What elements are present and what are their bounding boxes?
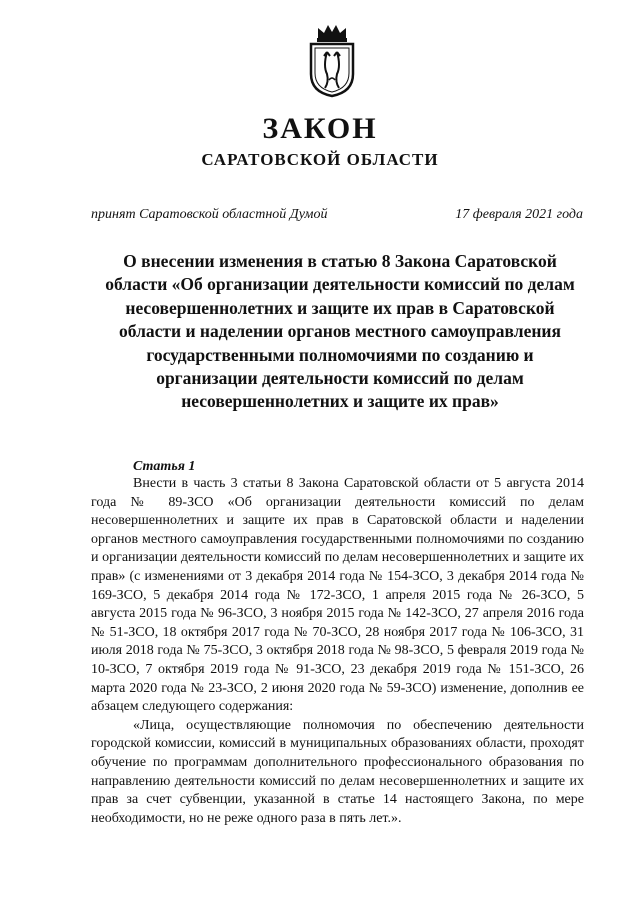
adopted-by-text: принят Саратовской областной Думой <box>91 207 328 222</box>
adopted-date-text: 17 февраля 2021 года <box>455 207 583 222</box>
saratov-coat-of-arms-icon <box>305 22 359 98</box>
article-paragraph: Внести в часть 3 статьи 8 Закона Саратовской области от 5 августа 2014 года № 89-ЗСО «Об организации деятельности комиссий по делам несовершеннолетних и защите их прав в Саратовской области и наделении органов местного самоуправления государственными полномочиями по созданию и организации деятельности комиссий по делам несовершеннолетних и защите их прав» (с изменениями от 3 декабря 2014 года № 154-ЗСО, 3 декабря 2014 года № 169-ЗСО, 5 декабря 2014 года № 172-ЗСО, 1 апреля 2015 года № 26-ЗСО, 5 августа 2015 года № 96-ЗСО, 3 ноября 2015 года № 142-ЗСО, 27 апреля 2016 года № 51-ЗСО, 18 октября 2017 года № 70-ЗСО, 28 ноября 2017 года № 106-ЗСО, 31 июля 2018 года № 75-ЗСО, 3 октября 2018 года № 98-ЗСО, 5 февраля 2019 года № 10-ЗСО, 7 октября 2019 года № 91-ЗСО, 23 декабря 2019 года № 151-ЗСО, 26 марта 2020 года № 23-ЗСО, 2 июня 2020 года № 59-ЗСО) изменение, дополнив ее абзацем следующего содержания: <box>91 476 584 715</box>
law-title: О внесении изменения в статью 8 Закона Саратовской области «Об организации деятельности комиссий по делам несовершеннолетних и защите их прав в Саратовской области и наделении органов местного самоуправления государственными полномочиями по созданию и организации деятельности комиссий по делам несовершеннолетних и защите их прав» <box>105 251 575 412</box>
document-title: ЗАКОН <box>262 112 378 145</box>
article-heading: Статья 1 <box>133 459 196 474</box>
quoted-amendment-paragraph: «Лица, осуществляющие полномочия по обеспечению деятельности городской комиссии, комиссий в муниципальных образованиях области, проходят обучение по программам дополнительного профессионального образования по направлению деятельности комиссий по делам несовершеннолетних и защите их прав за счет субвенции, указанной в статье 14 настоящего Закона, по мере необходимости, но не реже одного раза в пять лет.». <box>91 717 584 826</box>
document-subtitle: САРАТОВСКОЙ ОБЛАСТИ <box>201 150 439 169</box>
article-body <box>91 475 584 828</box>
